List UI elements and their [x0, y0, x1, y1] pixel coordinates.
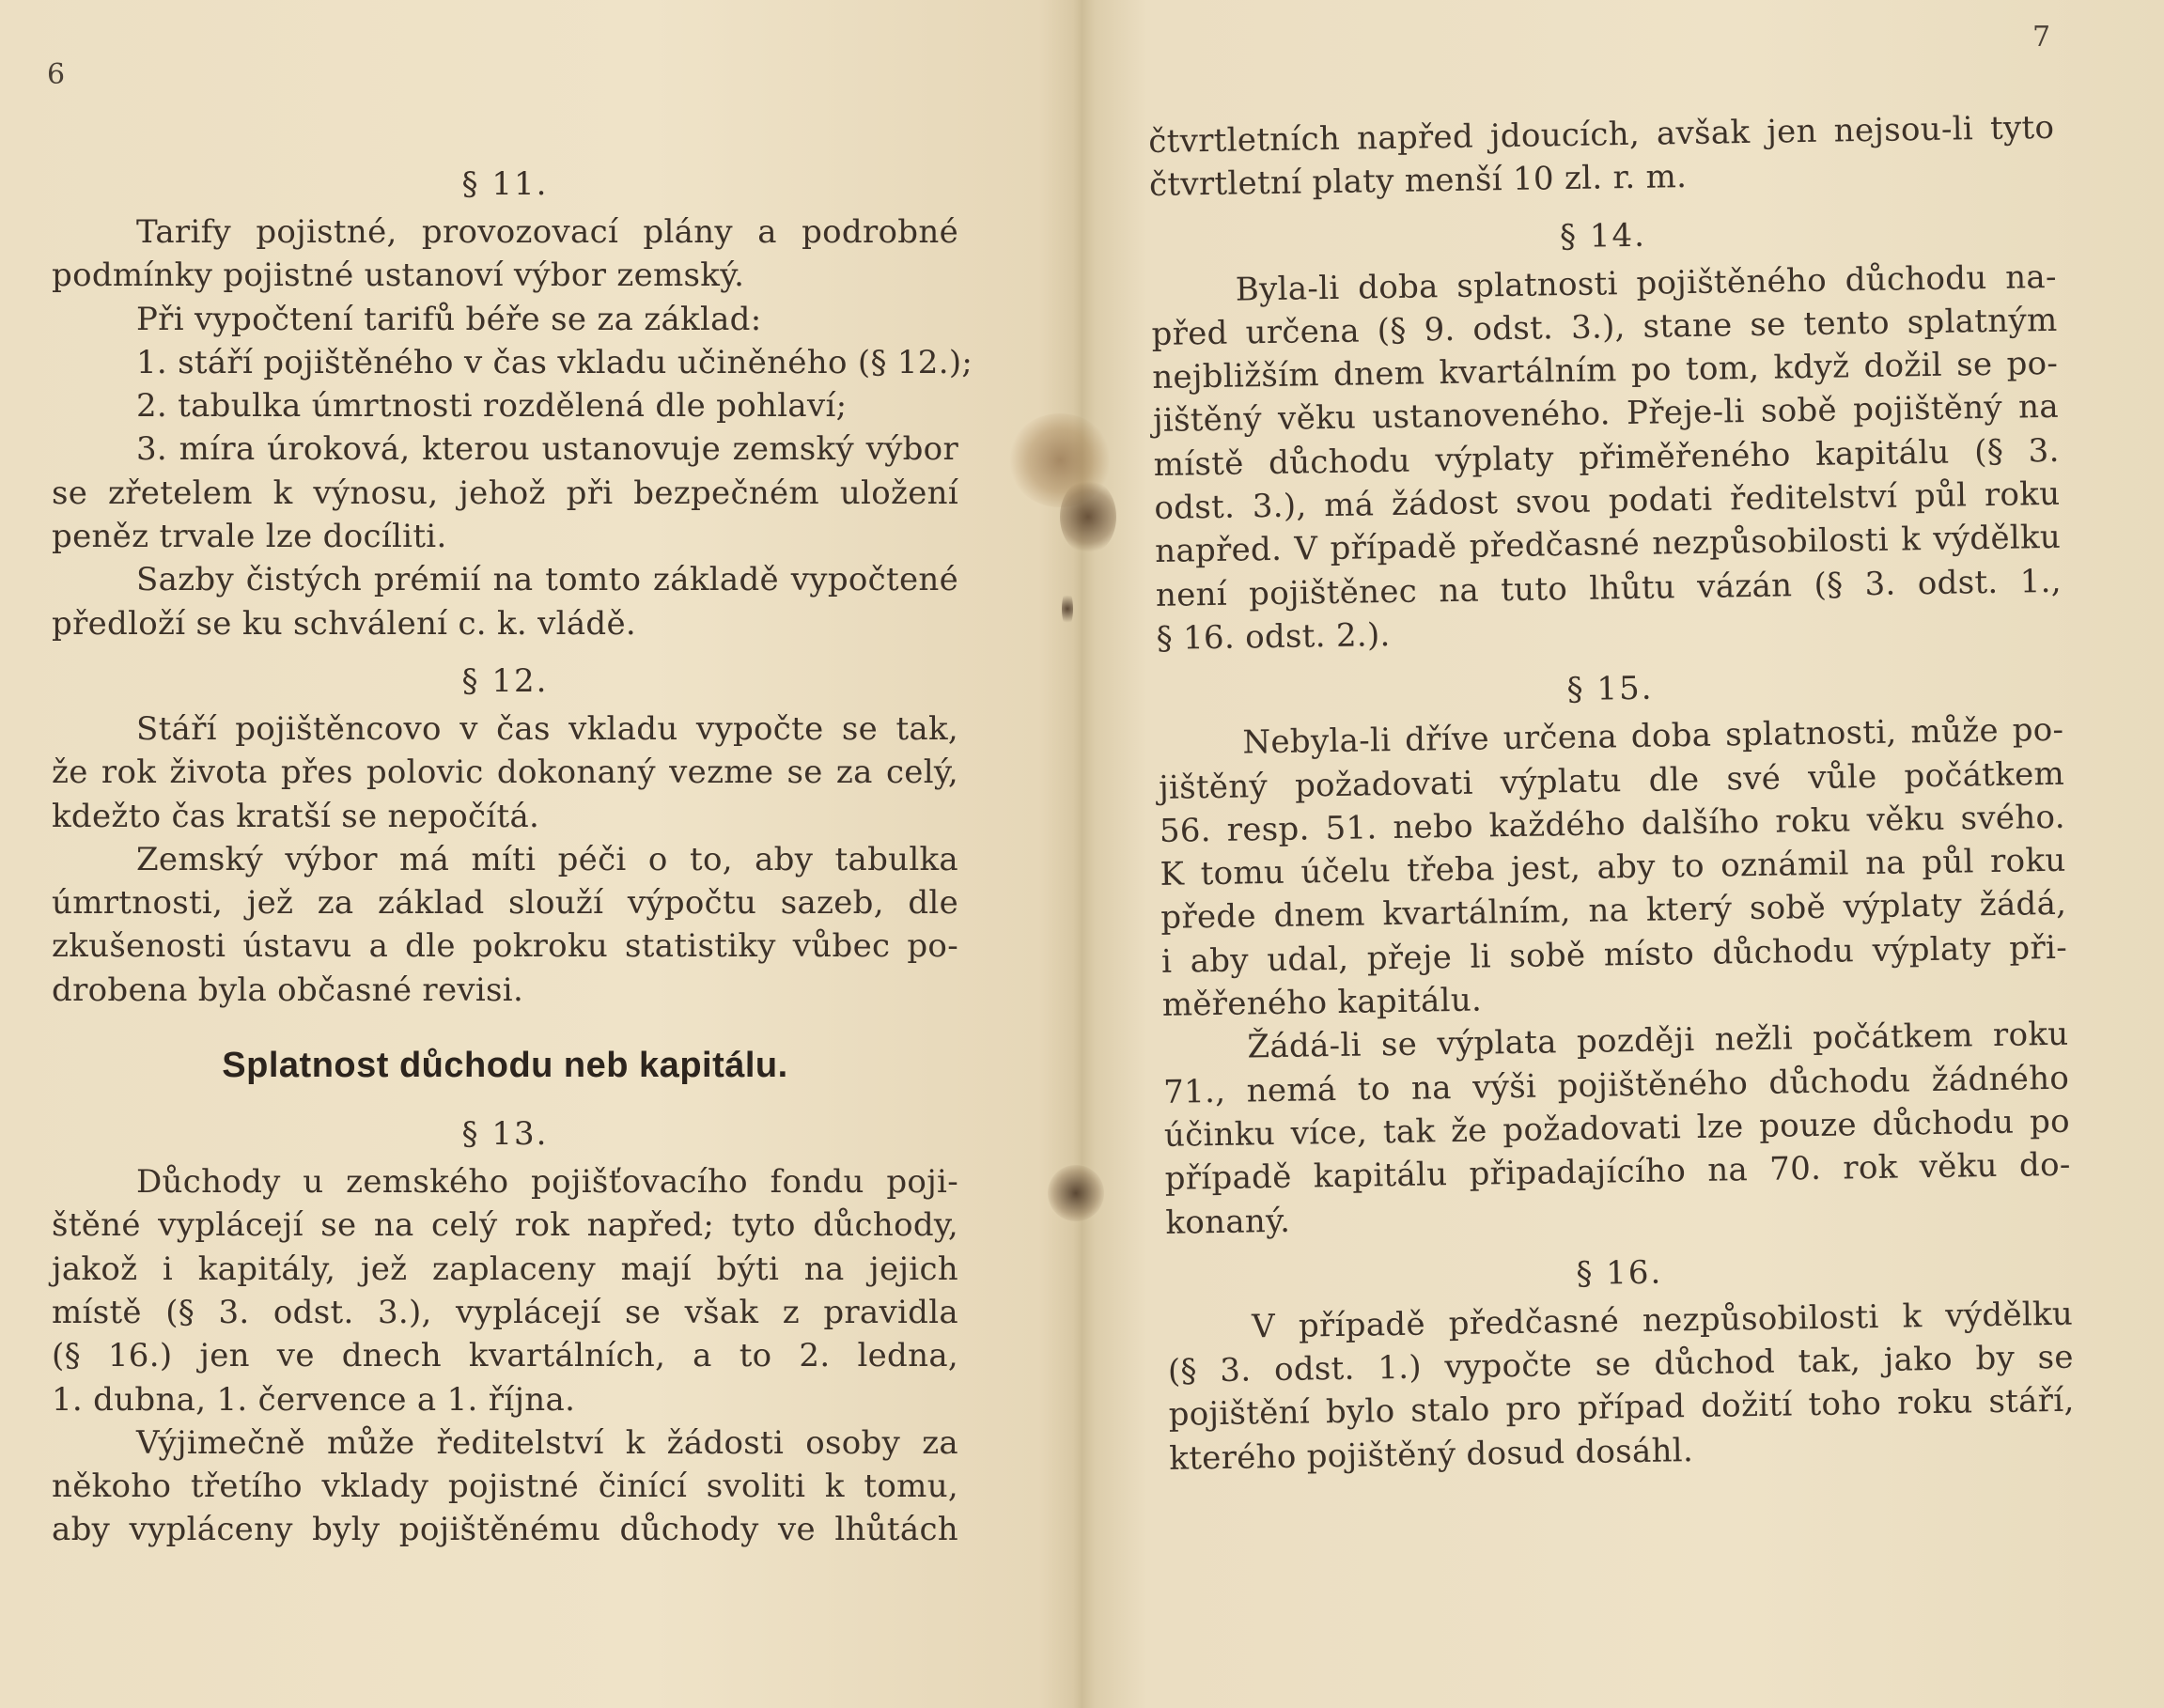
text-line: úmrtnosti, jež za základ slouží výpočtu sazeb, dle [52, 884, 958, 923]
text-line: pojištění bylo stalo pro případ dožití toho roku stáří, [1168, 1382, 2075, 1435]
text-line: účinku více, tak že požadovati lze pouze důchodu po [1163, 1102, 2071, 1155]
text-line: zkušenosti ústavu a dle pokroku statistiky vůbec po- [52, 927, 958, 966]
section-number: § 16. [1576, 1253, 1663, 1293]
text-line: V případě předčasné nezpůsobilosti k výdělku [1251, 1295, 2074, 1346]
text-line: (§ 3. odst. 1.) vypočte se důchod tak, jako by se [1167, 1338, 2075, 1390]
text-line: Při vypočtení tarifů béře se za základ: [136, 300, 762, 338]
text-line: (§ 16.) jen ve dnech kvartálních, a to 2. ledna, [52, 1337, 958, 1375]
section-number: § 11. [461, 165, 549, 203]
text-line: čtvrtletní platy menší 10 zl. r. m. [1148, 158, 1688, 205]
text-line: peněz trvale lze docíliti. [52, 518, 447, 556]
text-line: Zemský výbor má míti péči o to, aby tabulka [136, 840, 958, 878]
text-line: předloží se ku schválení c. k. vládě. [52, 604, 636, 643]
text-line: drobena byla občasné revisi. [52, 970, 524, 1009]
text-line: konaný. [1165, 1202, 1291, 1242]
section-number: § 15. [1566, 669, 1654, 709]
text-line: čtvrtletních napřed jdoucích, avšak jen nejsou-li tyto [1148, 108, 2055, 161]
text-line: jištěný požadovati výplatu dle své vůle počátkem [1158, 754, 2065, 807]
section-number: § 13. [461, 1115, 549, 1154]
page-number-right: 7 [2032, 21, 2051, 54]
text-line: aby vypláceny byly pojištěnému důchody ve lhůtách [52, 1511, 958, 1549]
text-line: 3. míra úroková, kterou ustanovuje zemský výbor [136, 430, 958, 469]
text-line: jakož i kapitály, jež zaplaceny mají býti na jejich [52, 1250, 958, 1288]
text-line: někoho třetího vklady pojistné činící svoliti k tomu, [52, 1467, 958, 1506]
text-line: Sazby čistých prémií na tomto základě vypočtené [136, 561, 958, 599]
text-line: Žádá-li se výplata později nežli počátkem roku [1247, 1016, 2069, 1066]
text-line: napřed. V případě předčasné nezpůsobilosti k výdělku [1154, 519, 2062, 571]
text-line: přede dnem kvartálním, na který sobě výplaty žádá, [1160, 885, 2067, 938]
section-number: § 12. [461, 661, 549, 700]
text-line: kdežto čas kratší se nepočítá. [52, 797, 540, 835]
text-line: před určena (§ 9. odst. 3.), stane se tento splatným [1151, 301, 2058, 353]
text-line: štěné vyplácejí se na celý rok napřed; tyto důchody, [52, 1206, 958, 1245]
text-line: Byla-li doba splatnosti pojištěného důchodu na- [1235, 257, 2058, 309]
left-text-column [52, 158, 973, 1552]
text-line: místě důchodu výplaty přiměřeného kapitálu (§ 3. [1153, 431, 2060, 484]
section-number: § 14. [1559, 216, 1647, 256]
text-line: Důchody u zemského pojišťovacího fondu poji- [136, 1163, 958, 1202]
text-line: Nebyla-li dříve určena doba splatnosti, může po- [1242, 711, 2064, 762]
text-line: Výjimečně může ředitelství k žádosti osoby za [136, 1423, 958, 1462]
text-line: měřeného kapitálu. [1161, 981, 1483, 1024]
text-line: Stáří pojištěncovo v čas vkladu vypočte se tak, [136, 709, 958, 748]
page-number-left: 6 [47, 58, 66, 91]
text-line: § 16. odst. 2.). [1156, 615, 1391, 658]
text-line: odst. 3.), má žádost svou podati ředitelství půl roku [1154, 474, 2061, 528]
text-line: místě (§ 3. odst. 3.), vyplácejí se však z pravidla [52, 1293, 958, 1331]
text-line: 56. resp. 51. nebo každého dalšího roku věku svého. [1159, 798, 2066, 850]
text-line: K tomu účelu třeba jest, aby to oznámil na půl roku [1160, 841, 2066, 894]
text-line: kterého pojištěný dosud dosáhl. [1169, 1431, 1694, 1478]
text-line: jištěný věku ustanoveného. Přeje-li sobě pojištěný na [1152, 388, 2060, 441]
text-line: 1. stáří pojištěného v čas vkladu učiněného (§ 12.); [136, 343, 973, 381]
text-line: i aby udal, přeje li sobě místo důchodu výplaty při- [1160, 928, 2068, 981]
text-line: se zřetelem k výnosu, jehož při bezpečném uložení [52, 474, 958, 512]
text-line: nejbližším dnem kvartálním po tom, když dožil se po- [1151, 345, 2059, 397]
text-line: 1. dubna, 1. července a 1. října. [52, 1380, 576, 1419]
text-line: případě kapitálu připadajícího na 70. rok věku do- [1164, 1145, 2071, 1199]
section-heading: Splatnost důchodu neb kapitálu. [222, 1046, 788, 1086]
text-line: 2. tabulka úmrtnosti rozdělená dle pohlaví; [136, 387, 848, 426]
text-line: 71., nemá to na výši pojištěného důchodu žádného [1162, 1059, 2070, 1111]
text-line: není pojištěnec na tuto lhůtu vázán (§ 3. odst. 1., [1155, 562, 2063, 614]
text-line: Tarify pojistné, provozovací plány a podrobné [136, 213, 958, 251]
text-line: že rok života přes polovic dokonaný vezme se za celý, [52, 753, 958, 792]
right-text-column [1148, 106, 2076, 1481]
text-line: podmínky pojistné ustanoví výbor zemský. [52, 256, 745, 295]
